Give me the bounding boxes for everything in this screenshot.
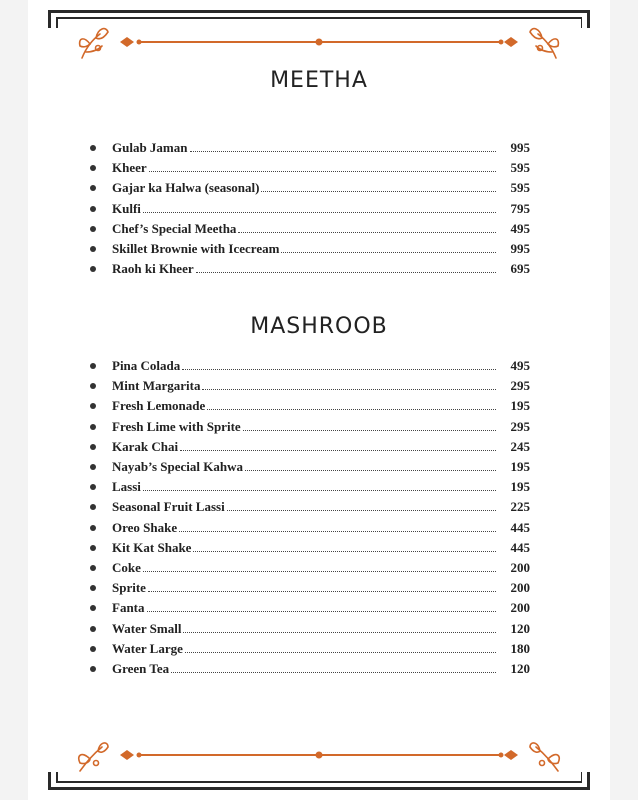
bullet-icon: [90, 484, 96, 490]
list-item: [88, 219, 530, 239]
item-price: 200: [510, 580, 530, 596]
item-name: Karak Chai: [112, 438, 179, 454]
item-price: 495: [510, 358, 530, 374]
bullet-icon: [90, 185, 96, 191]
divider-line: [120, 37, 518, 47]
bullet-icon: [90, 206, 96, 212]
list-item: [88, 659, 530, 679]
list-item: [88, 558, 530, 578]
item-price: 995: [510, 140, 530, 156]
bullet-icon: [90, 246, 96, 252]
frame-top-line: [48, 10, 590, 13]
dot-leader: [193, 550, 496, 552]
list-item: [88, 259, 530, 279]
bullet-icon: [90, 545, 96, 551]
dot-leader: [171, 671, 496, 673]
item-name: Lassi: [112, 479, 141, 495]
item-name: Fresh Lemonade: [112, 398, 206, 414]
list-item: [88, 356, 530, 376]
section-title-mashroob: MASHROOB: [250, 314, 388, 339]
dot-leader: [245, 469, 496, 471]
bullet-icon: [90, 626, 96, 632]
item-price: 120: [510, 620, 530, 636]
dot-leader: [148, 590, 496, 592]
item-price: 695: [510, 261, 530, 277]
dot-leader: [183, 631, 496, 633]
bullet-icon: [90, 525, 96, 531]
list-item: [88, 497, 530, 517]
bullet-icon: [90, 226, 96, 232]
menu-list-meetha: [88, 138, 530, 279]
frame-top-inner-line: [56, 17, 582, 19]
list-item: [88, 538, 530, 558]
item-name: Sprite: [112, 580, 146, 596]
item-name: Kit Kat Shake: [112, 539, 192, 555]
bullet-icon: [90, 504, 96, 510]
item-name: Kheer: [112, 160, 147, 176]
item-price: 495: [510, 220, 530, 236]
item-name: Skillet Brownie with Icecream: [112, 241, 280, 257]
dot-leader: [149, 170, 496, 172]
item-price: 225: [510, 499, 530, 515]
list-item: [88, 376, 530, 396]
dot-leader: [180, 449, 496, 451]
dot-leader: [281, 251, 496, 253]
bullet-icon: [90, 145, 96, 151]
flower-icon: [79, 743, 108, 771]
item-name: Chef’s Special Meetha: [112, 220, 237, 236]
dot-leader: [196, 271, 496, 273]
item-name: Water Small: [112, 620, 182, 636]
list-item: [88, 396, 530, 416]
dot-leader: [207, 408, 496, 410]
list-item: [88, 417, 530, 437]
item-name: Gajar ka Halwa (seasonal): [112, 180, 260, 196]
bullet-icon: [90, 464, 96, 470]
item-name: Coke: [112, 559, 141, 575]
item-name: Pina Colada: [112, 358, 181, 374]
dot-leader: [238, 231, 496, 233]
dot-leader: [261, 190, 496, 192]
item-price: 795: [510, 200, 530, 216]
item-price: 445: [510, 539, 530, 555]
bullet-icon: [90, 165, 96, 171]
top-ornament: [0, 22, 638, 62]
list-item: [88, 457, 530, 477]
list-item: [88, 518, 530, 538]
dot-leader: [227, 509, 496, 511]
dot-leader: [202, 388, 496, 390]
dot-leader: [179, 530, 496, 532]
flower-icon: [530, 29, 558, 58]
frame-bottom-inner-line: [56, 781, 582, 783]
item-name: Nayab’s Special Kahwa: [112, 459, 243, 475]
item-price: 595: [510, 160, 530, 176]
item-name: Water Large: [112, 640, 183, 656]
divider-line: [120, 750, 518, 760]
bullet-icon: [90, 383, 96, 389]
list-item: [88, 639, 530, 659]
bullet-icon: [90, 266, 96, 272]
bullet-icon: [90, 666, 96, 672]
list-item: [88, 239, 530, 259]
flower-icon: [80, 29, 108, 58]
item-price: 200: [510, 600, 530, 616]
list-item: [88, 578, 530, 598]
item-price: 995: [510, 241, 530, 257]
dot-leader: [143, 211, 496, 213]
item-price: 120: [510, 660, 530, 676]
item-name: Fresh Lime with Sprite: [112, 418, 241, 434]
item-name: Fanta: [112, 600, 145, 616]
item-name: Gulab Jaman: [112, 140, 188, 156]
dot-leader: [182, 368, 496, 370]
dot-leader: [143, 570, 496, 572]
item-price: 195: [510, 479, 530, 495]
item-price: 245: [510, 438, 530, 454]
dot-leader: [243, 429, 496, 431]
flower-icon: [530, 743, 559, 771]
item-name: Seasonal Fruit Lassi: [112, 499, 225, 515]
bullet-icon: [90, 424, 96, 430]
item-name: Green Tea: [112, 660, 170, 676]
list-item: [88, 477, 530, 497]
dot-leader: [147, 610, 497, 612]
item-price: 445: [510, 519, 530, 535]
item-price: 295: [510, 418, 530, 434]
bullet-icon: [90, 605, 96, 611]
dot-leader: [143, 489, 496, 491]
bullet-icon: [90, 363, 96, 369]
bullet-icon: [90, 565, 96, 571]
item-price: 595: [510, 180, 530, 196]
item-price: 295: [510, 378, 530, 394]
item-name: Oreo Shake: [112, 519, 178, 535]
list-item: [88, 437, 530, 457]
bullet-icon: [90, 444, 96, 450]
item-price: 195: [510, 398, 530, 414]
list-item: [88, 618, 530, 638]
dot-leader: [185, 651, 496, 653]
list-item: [88, 138, 530, 158]
menu-list-mashroob: [88, 356, 530, 679]
item-price: 180: [510, 640, 530, 656]
item-name: Mint Margarita: [112, 378, 201, 394]
frame-bottom-line: [48, 787, 590, 790]
dot-leader: [190, 150, 497, 152]
bullet-icon: [90, 646, 96, 652]
list-item: [88, 199, 530, 219]
item-price: 195: [510, 459, 530, 475]
list-item: [88, 598, 530, 618]
item-name: Kulfi: [112, 200, 141, 216]
section-title-meetha: MEETHA: [270, 68, 368, 93]
item-name: Raoh ki Kheer: [112, 261, 194, 277]
bullet-icon: [90, 403, 96, 409]
list-item: [88, 178, 530, 198]
item-price: 200: [510, 559, 530, 575]
bullet-icon: [90, 585, 96, 591]
bottom-ornament: [0, 735, 638, 775]
list-item: [88, 158, 530, 178]
